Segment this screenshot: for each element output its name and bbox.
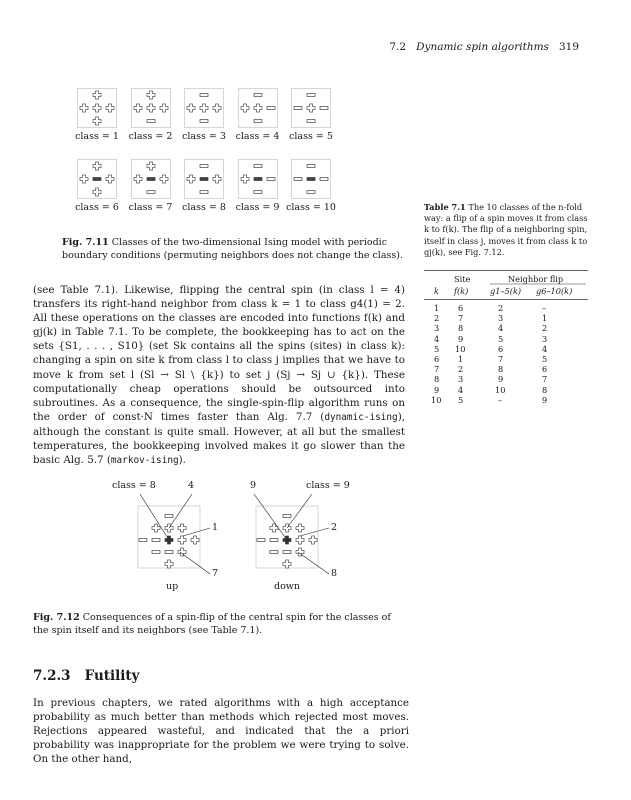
para1-text-c: ).: [178, 454, 186, 467]
center-spin: [200, 104, 208, 112]
right-neighbor-spin: [267, 107, 275, 110]
right-neighbor-spin: [320, 107, 328, 110]
center-spin: [254, 178, 262, 181]
spin: [165, 551, 173, 554]
page-number: 319: [558, 41, 579, 53]
spin: [139, 539, 147, 542]
left-neighbor-spin: [80, 175, 88, 183]
bottom-neighbor-spin: [254, 191, 262, 194]
class-label: class = 3: [182, 131, 226, 142]
table-cell: 7: [458, 313, 464, 324]
col-head-k: k: [434, 286, 439, 296]
table-cell: 8: [458, 323, 464, 334]
paragraph-2: In previous chapters, we rated algorithms with a high acceptance probability as much better than methods which rejected most moves. Rejections appeared wasteful, and indicated that the a priori probability was inappropriate for the problem we were trying to solve. On the other hand,: [33, 697, 409, 766]
center-spin: [254, 104, 262, 112]
spin: [309, 536, 317, 544]
spin: [257, 539, 265, 542]
leader-line: [287, 494, 312, 528]
fig712-right-sub: down: [274, 581, 301, 592]
table-rules: [424, 270, 588, 470]
para1-text-b: ), although the constant is quite small. However, at all but the smallest temperatures, the bookkeeping involved makes it go slower than the basic Alg. 5.7 (: [33, 410, 405, 467]
top-neighbor-spin: [307, 94, 315, 97]
table-cell: 2: [434, 313, 440, 324]
left-neighbor-spin: [187, 104, 195, 112]
table-cell: 6: [458, 303, 464, 313]
center-spin: [200, 178, 208, 181]
top-neighbor-spin: [93, 162, 101, 170]
left-neighbor-spin: [241, 175, 249, 183]
spin-config: [238, 88, 278, 128]
fig712-right-class: class = 9: [306, 480, 350, 491]
top-neighbor-spin: [147, 162, 155, 170]
spin: [270, 539, 278, 542]
right-neighbor-spin: [106, 175, 114, 183]
class-diagram: [124, 159, 178, 213]
spin: [178, 524, 186, 532]
fig712-right-n2: 2: [331, 522, 338, 533]
table-cell: 10: [455, 343, 466, 354]
table-cell: 2: [458, 364, 464, 375]
table-cell: 5: [542, 354, 548, 364]
fig712-right-n8: 8: [331, 568, 338, 579]
figure-7-12-drawing: [100, 478, 380, 588]
section-number: 7.2.3: [33, 668, 71, 684]
col-head-fk: f(k): [454, 286, 469, 296]
fig-7-11-label: Fig. 7.11: [62, 237, 109, 248]
col-head-g610: g6–10(k): [536, 286, 573, 296]
center-spin: [147, 178, 155, 181]
table-cell: 8: [434, 374, 440, 385]
right-neighbor-spin: [106, 104, 114, 112]
header-section: 7.2: [389, 41, 407, 53]
top-neighbor-spin: [307, 165, 315, 168]
paragraph-1: [33, 283, 405, 468]
spin: [296, 524, 304, 532]
class-label: class = 9: [235, 202, 280, 213]
bottom-neighbor-spin: [200, 191, 208, 194]
spin: [296, 548, 304, 556]
class-diagram: [177, 159, 231, 213]
left-neighbor-spin: [134, 104, 142, 112]
table-cell: 7: [498, 354, 504, 364]
center-spin: [307, 104, 315, 112]
table-cell: 6: [498, 343, 504, 354]
top-neighbor-spin: [200, 165, 208, 168]
leader-line: [183, 528, 210, 536]
top-neighbor-spin: [254, 165, 262, 168]
table-cell: 10: [431, 394, 442, 405]
figure-7-12: [100, 478, 380, 592]
col-head-neighbor: Neighbor flip: [508, 274, 564, 284]
bottom-neighbor-spin: [200, 120, 208, 123]
table-cell: 4: [498, 323, 504, 334]
fig712-left-n1: 1: [212, 522, 219, 533]
class-label: class = 7: [128, 202, 173, 213]
table-cell: 9: [458, 333, 464, 344]
table-cell: 2: [542, 323, 548, 334]
spin: [270, 524, 278, 532]
fig-7-12-label: Fig. 7.12: [33, 612, 80, 623]
right-neighbor-spin: [213, 104, 221, 112]
code-dynamic-ising: dynamic-ising: [324, 411, 398, 423]
leader-line: [298, 552, 329, 574]
table-cell: 4: [434, 333, 440, 344]
spin: [178, 548, 186, 556]
table-cell: 8: [498, 364, 504, 375]
spin-config: [184, 88, 224, 128]
table-cell: 9: [498, 374, 504, 385]
fig-7-12-text: Consequences of a spin-flip of the central spin for the classes of the spin itself and its neighbors (see Table 7.1).: [33, 612, 391, 636]
code-markov-ising: markov-ising: [110, 455, 179, 467]
spin: [283, 551, 291, 554]
center-spin: [93, 178, 101, 181]
class-diagram: [231, 159, 285, 213]
class-diagram: [177, 88, 231, 142]
para1-text-a: (see Table 7.1). Likewise, flipping the central spin (in class l = 4) transfers its right-hand neighbor from class k = 1 to class g4(1) = 2. All these operations on the classes are encoded into functions f(k) and gj(k) in Table 7.1. To be complete, the bookkeeping has to act on the sets {S1, . . . , S10} (set Sk contains all the spins (sites) in class k): changing a spin on site k from class l to class j implies that we have to move k from set l (Sl → Sl \ {k}) to set j (Sj → Sj ∪ {k}). These computationally cheap operations should be outsourced into subroutines. As a consequence, the single-spin-flip algorithm runs on the order of const·N times faster than Alg. 7.7 (: [33, 284, 405, 423]
right-neighbor-spin: [213, 175, 221, 183]
spin: [270, 551, 278, 554]
fig712-left-sub: up: [166, 581, 179, 592]
spin-config: [131, 159, 171, 199]
spin: [283, 515, 291, 518]
right-neighbor-spin: [160, 175, 168, 183]
col-head-g15: g1–5(k): [490, 286, 522, 296]
leader-line: [254, 494, 287, 540]
spin: [165, 515, 173, 518]
spin-config: [131, 88, 171, 128]
table-cell: 9: [434, 384, 440, 395]
spin-config: [77, 88, 117, 128]
table-cell: 5: [498, 333, 504, 344]
table-cell: 1: [434, 303, 440, 313]
bottom-neighbor-spin: [307, 120, 315, 123]
left-neighbor-spin: [241, 104, 249, 112]
class-label: class = 1: [75, 131, 119, 142]
table-cell: 9: [542, 394, 548, 405]
class-label: class = 2: [128, 131, 173, 142]
table-cell: 4: [458, 384, 464, 395]
table-7-1-text: The 10 classes of the n-fold way: a flip of a spin moves it from class k to f(k). The flip of a neighboring spin, itself in class j, moves it from class k to gj(k), see Fig. 7.12.: [424, 202, 588, 257]
class-diagram: [70, 159, 124, 213]
class-diagram: [284, 159, 338, 213]
bottom-neighbor-spin: [147, 191, 155, 194]
table-7-1-caption: [424, 202, 592, 258]
table-cell: 3: [542, 333, 548, 344]
center-spin: [147, 104, 155, 112]
cluster-up: [138, 506, 200, 568]
spin: [178, 536, 186, 544]
bottom-neighbor-spin: [93, 117, 101, 125]
center-spin: [307, 178, 315, 181]
fig-7-11-text: Classes of the two-dimensional Ising model with periodic boundary conditions (permuting neighbors does not change the class).: [62, 237, 403, 261]
spin: [165, 560, 173, 568]
table-cell: 3: [434, 323, 440, 334]
bottom-neighbor-spin: [147, 120, 155, 123]
left-neighbor-spin: [294, 178, 302, 181]
figure-7-11-caption: [62, 236, 410, 262]
left-neighbor-spin: [187, 175, 195, 183]
leader-line: [300, 528, 329, 536]
right-neighbor-spin: [320, 178, 328, 181]
table-cell: 7: [434, 364, 440, 375]
class-diagram: [124, 88, 178, 142]
table-cell: 2: [498, 303, 504, 313]
table-cell: 3: [458, 374, 464, 385]
leader-line: [169, 494, 192, 528]
bottom-neighbor-spin: [307, 191, 315, 194]
bottom-neighbor-spin: [254, 120, 262, 123]
class-diagram: [231, 88, 285, 142]
class-diagram: [70, 88, 124, 142]
table-cell: 10: [495, 384, 506, 395]
table-cell: 8: [542, 384, 548, 395]
table-cell: 5: [458, 394, 464, 405]
fig712-right-n9: 9: [250, 480, 257, 491]
cluster-down: [256, 506, 318, 568]
top-neighbor-spin: [254, 94, 262, 97]
table-cell: 6: [434, 354, 440, 364]
table-cell: 3: [498, 313, 504, 324]
leader-line: [140, 494, 169, 540]
table-cell: 1: [542, 313, 548, 324]
spin: [152, 524, 160, 532]
fig712-left-n7: 7: [212, 568, 219, 579]
table-cell: 1: [458, 354, 464, 364]
top-neighbor-spin: [147, 91, 155, 99]
spin-config: [77, 159, 117, 199]
spin-config: [238, 159, 278, 199]
spin: [152, 551, 160, 554]
fig712-left-n4: 4: [188, 480, 195, 491]
spin: [152, 539, 160, 542]
header-title: Dynamic spin algorithms: [416, 41, 549, 53]
figure-7-12-caption: [33, 611, 393, 637]
bottom-neighbor-spin: [93, 188, 101, 196]
class-label: class = 10: [286, 202, 336, 213]
class-label: class = 4: [235, 131, 280, 142]
class-diagram: [284, 88, 338, 142]
left-neighbor-spin: [294, 107, 302, 110]
right-neighbor-spin: [267, 178, 275, 181]
right-neighbor-spin: [160, 104, 168, 112]
spin-config: [291, 159, 331, 199]
spin: [191, 536, 199, 544]
table-cell: 5: [434, 343, 440, 354]
class-label: class = 6: [75, 202, 119, 213]
table-cell: –: [498, 394, 503, 405]
spin: [283, 560, 291, 568]
left-neighbor-spin: [134, 175, 142, 183]
running-header: [389, 41, 579, 53]
left-neighbor-spin: [80, 104, 88, 112]
top-neighbor-spin: [93, 91, 101, 99]
fig712-left-class: class = 8: [112, 480, 156, 491]
section-title: Futility: [84, 668, 140, 684]
spin-config: [291, 88, 331, 128]
table-cell: 6: [542, 364, 548, 375]
top-neighbor-spin: [200, 94, 208, 97]
table-cell: 7: [542, 374, 548, 385]
class-label: class = 5: [289, 131, 333, 142]
center-spin: [93, 104, 101, 112]
table-7-1-label: Table 7.1: [424, 202, 466, 212]
spin-config: [184, 159, 224, 199]
section-heading: [33, 668, 153, 684]
table-cell: 4: [542, 343, 548, 354]
figure-7-11-grid: [75, 88, 378, 228]
table-cell: –: [542, 303, 547, 313]
col-head-site: Site: [454, 274, 471, 284]
spin: [296, 536, 304, 544]
leader-line: [180, 552, 210, 574]
class-label: class = 8: [182, 202, 226, 213]
